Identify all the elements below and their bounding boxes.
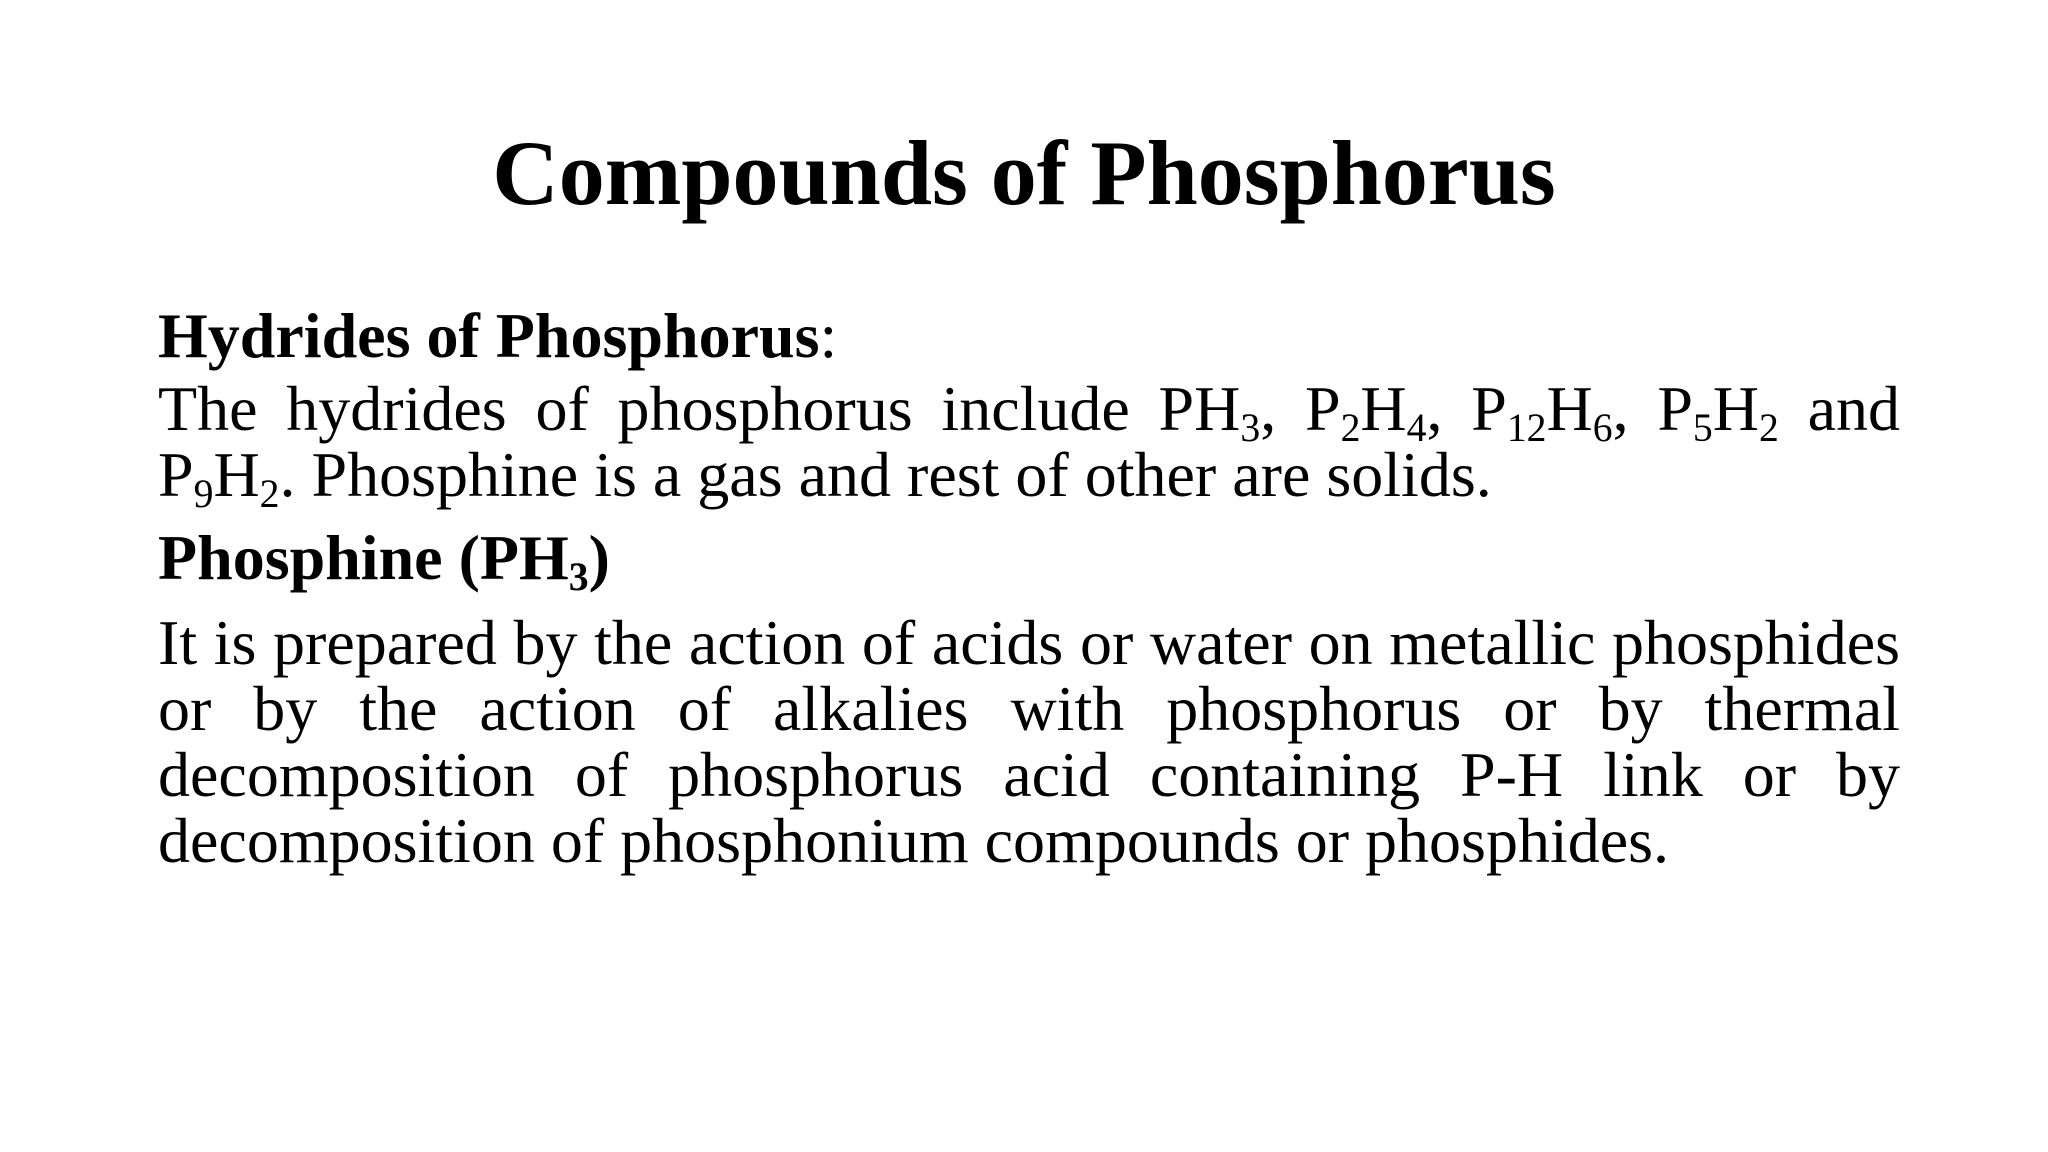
hydrides-heading [158, 300, 1900, 372]
hydrides-heading-text: Hydrides of Phosphorus [158, 300, 820, 371]
phosphine-paragraph: It is prepared by the action of acids or water on metallic phosphides or by the action of alkalies with phosphorus or by thermal decomposition of phosphorus acid containing P-H link or by decomposition of phosphonium compounds or phosphides. [158, 607, 1900, 876]
slide-title: Compounds of Phosphorus [492, 122, 1556, 224]
hydrides-paragraph: The hydrides of phosphorus include $PH_3$, $P_2H_4$, $P_{12}H_6$, $P_5H_2$ and $P_9H_2$. Phosphine is a gas and rest of other are solids. [158, 373, 1900, 517]
phosphine-heading: Phosphine $(PH_3)$ [158, 522, 610, 600]
slide-content [158, 300, 1900, 874]
hydrides-heading-colon: : [819, 300, 838, 371]
